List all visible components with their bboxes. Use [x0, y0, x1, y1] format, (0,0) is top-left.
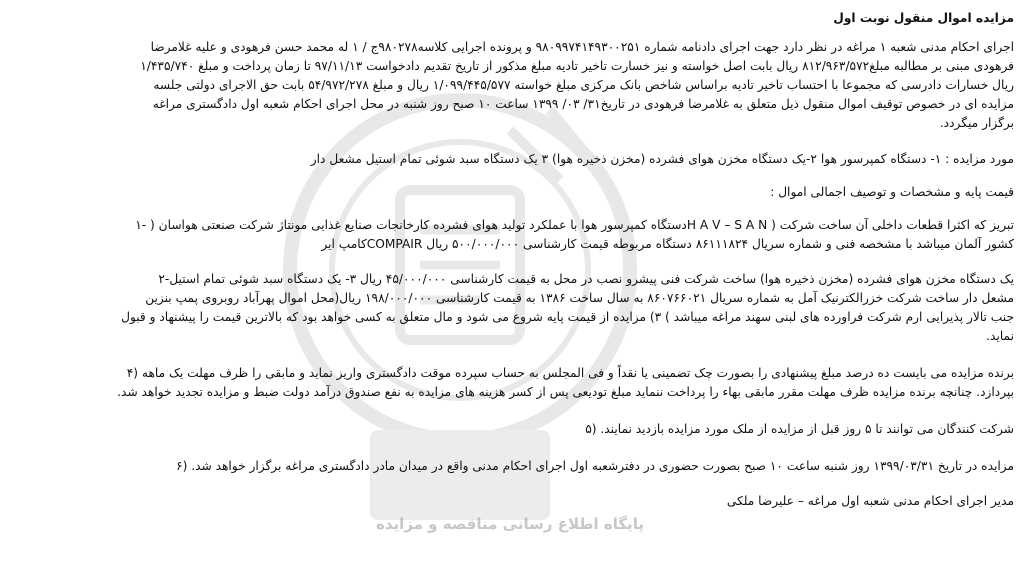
paragraph-intro-line: برگزار میگردد.	[939, 116, 1014, 130]
watermark-text: پایگاه اطلاع رسانی مناقصه و مزایده	[376, 515, 644, 533]
auction-date-line: مزایده در تاریخ ۱۳۹۹/۰۳/۳۱ روز شنبه ساعت ۱۰ صبح بصورت حضوری در دفترشعبه اول اجرای احکام مدنی واقع در میدان مادر دادگستری مراغه برگزار خواهد شد. (۶	[176, 459, 1014, 473]
payment-terms-line: بپردازد. چنانچه برنده مزایده ظرف مهلت مقرر مابقی بهاء را پرداخت ننماید مبلغ تودیعی پس از کسر هزینه های مزایده به نفع صندوق درآمد دولت ضبط و مزایده تجدید خواهد شد.	[117, 385, 1014, 399]
paragraph-intro-line: ریال خسارات دادرسی که مجموعا با احتساب تاخیر تادیه براساس شاخص بانک مرکزی مبلغ خواسته ۱/۰۹۹/۴۴۵/۵۷۷ ریال و مبلغ ۵۴/۹۷۲/۲۷۸ بابت حق الاجرای دولتی جلسه	[153, 78, 1014, 92]
item2-3-description-line: نماید.	[986, 329, 1014, 343]
item1-description-line: کشور آلمان میباشد با مشخصه فنی و شماره سریال ۸۶۱۱۱۸۲۴ دستگاه مربوطه قیمت کارشناسی ۵۰۰/۰۰۰/۰۰۰ ریال COMPAIRکامپ ایر	[321, 237, 1014, 251]
paragraph-intro-line: فرهودی مبنی بر مطالبه مبلغ۸۱۲/۹۶۳/۵۷۲ ریال بابت اصل خواسته و نیز خسارت تاخیر تادیه مبلغ مذکور از تاریخ تقدیم دادخواست ۹۷/۱۱/۱۳ تا زمان پرداخت و مبلغ ۱/۴۳۵/۷۴۰	[140, 59, 1014, 73]
base-price-heading: قیمت پایه و مشخصات و توصیف اجمالی اموال :	[770, 185, 1014, 199]
item2-3-description-line: مشعل دار ساخت شرکت خزرالکترنیک آمل به شماره سریال ۸۶۰۷۶۶۰۲۱ به سال ساخت ۱۳۸۶ به قیمت کارشناسی ۱۹۸/۰۰۰/۰۰۰ ریال(محل اموال پهرآباد روبروی پمپ بنزین	[145, 291, 1014, 305]
paragraph-intro-line: مزایده ای در خصوص توقیف اموال منقول ذیل متعلق به غلامرضا فرهودی در تاریخ۳۱/ ۰۳/ ۱۳۹۹ ساعت ۱۰ صبح روز شنبه در محل اجرای احکام شعبه اول دادگستری مراغه	[152, 97, 1014, 111]
item2-3-description-line: یک دستگاه مخزن هوای فشرده (مخزن ذخیره هوا) ساخت شرکت فنی پیشرو نصب در محل به قیمت کارشناسی ۴۵/۰۰۰/۰۰۰ ریال ۳- یک دستگاه سبد شوئی تمام استیل-۲	[158, 272, 1014, 286]
item2-3-description-line: جنب تالار پذیرایی ارم شرکت فراورده های لبنی سهند مراغه میباشد ) ۳) مزایده از قیمت پایه شروع می شود و مال متعلق به کسی خواهد بود که بالاترین قیمت را پیشنهاد و قبول	[121, 310, 1014, 324]
payment-terms-line: برنده مزایده می بایست ده درصد مبلغ پیشنهادی را بصورت چک تضمینی یا نقداً و فی المجلس به حساب سپرده موقت دادگستری واریز نماید و مابقی را ظرف مهلت یک ماهه (۴	[126, 366, 1014, 380]
auction-items-line: مورد مزایده : ۱- دستگاه کمپرسور هوا ۲-یک دستگاه مخزن هوای فشرده (مخزن ذخیره هوا) ۳ یک دستگاه سبد شوئی تمام استیل مشعل دار	[310, 152, 1014, 166]
paragraph-intro-line: اجرای احکام مدنی شعبه ۱ مراغه در نظر دارد جهت اجرای دادنامه شماره ۹۸۰۹۹۷۴۱۴۹۳۰۰۲۵۱ و پرونده اجرایی کلاسه۹۸۰۲۷۸ج / ۱ له محمد حسن فرهودی و علیه غلامرضا	[150, 40, 1014, 54]
signature-line: مدیر اجرای احکام مدنی شعبه اول مراغه – علیرضا ملکی	[726, 494, 1014, 508]
notice-title: مزایده اموال منقول نوبت اول	[833, 11, 1014, 25]
visit-terms-line: شرکت کنندگان می توانند تا ۵ روز قبل از مزایده از ملک مورد مزایده بازدید نمایند. (۵	[585, 422, 1014, 436]
item1-description-line: تبریز که اکثرا قطعات داخلی آن ساخت شرکت ( H A V – S A Nدستگاه کمپرسور هوا با عملکرد تولید هوای فشرده کارخانجات صنایع غذایی مونتاژ شرکت صنعتی هواسان ( -۱	[135, 218, 1014, 232]
